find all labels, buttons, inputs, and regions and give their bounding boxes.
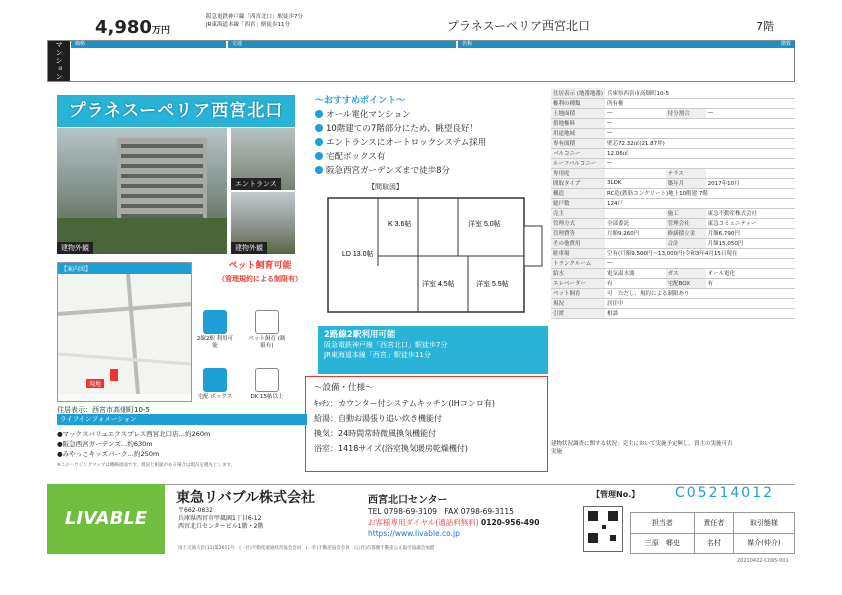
pet-icon xyxy=(255,310,279,334)
table-row: 引渡 相談 xyxy=(551,308,795,318)
table-row: ルーフバルコニー ― xyxy=(551,158,795,168)
floor: 7階 xyxy=(756,20,774,33)
room-kitchen: K 3.6帖 xyxy=(388,221,412,228)
table-row: 専有面積 壁芯72.32㎡(21.87坪) xyxy=(551,138,795,148)
company-name: 東急リバブル株式会社 xyxy=(176,490,316,506)
website-link[interactable]: https://www.livable.co.jp xyxy=(368,529,460,538)
guide-map xyxy=(57,262,192,402)
property-type-tag: マンション xyxy=(48,41,70,81)
exterior-photo-1 xyxy=(57,128,227,254)
map-illustration xyxy=(58,274,191,394)
table-row: ペット飼育 可 ただし、規約による制限あり xyxy=(551,288,795,298)
table-row: 住居表示 (地番地番) 兵庫県西宮市高畑町10-5 xyxy=(551,88,795,98)
station-title: 2路線2駅利用可能 xyxy=(324,330,396,340)
points-heading: ～おすすめポイント～ xyxy=(315,96,406,106)
building-name: プラネスーペリア西宮北口 xyxy=(447,19,591,33)
table-row: 総戸数 124戸 xyxy=(551,198,795,208)
entrance-photo xyxy=(231,128,295,190)
station-box xyxy=(318,326,548,374)
table-row: 給水 電気温水器 ガス オール電化 xyxy=(551,268,795,278)
table-row: トランクルーム ― xyxy=(551,258,795,268)
name-header: 名称 xyxy=(458,41,795,48)
table-row: 管理費等 月額9,260円 修繕積立金 月額6,790円 xyxy=(551,228,795,238)
table-row: 現況 居住中 xyxy=(551,298,795,308)
room-55: 洋室 5.5帖 xyxy=(476,281,509,288)
company-address: 〒662-0832 兵庫県西宮市甲風園1丁目6-12 西宮北口センタービル1階・2階 xyxy=(178,507,264,530)
station-line: 阪急電鉄神戸線「西宮北口」駅徒歩7分 xyxy=(324,341,448,349)
info-item: ●みやっこキッズパーク…約250m xyxy=(57,450,160,458)
table-row: 用途地域 ― xyxy=(551,128,795,138)
header xyxy=(47,40,795,82)
doc-code: 20210422-C095-001 xyxy=(737,558,789,564)
plan-title: 【間取図】 xyxy=(368,183,403,191)
building-illustration xyxy=(57,128,227,254)
licence-info: 国土交通大臣(11)第2611号 (一社)不動産流通経営協会会員 (一社)不動産協会会員 (公社)首都圏不動産公正取引協議会加盟 xyxy=(178,546,435,551)
table-row: 借地権料 ― xyxy=(551,118,795,128)
feature-icons xyxy=(196,310,313,420)
table-row: 土地面積 ― 持分割合 ― xyxy=(551,108,795,118)
site-label: 現地 xyxy=(86,379,104,388)
access-header: 交通 xyxy=(228,41,456,48)
table-row: その他費用 合計 月額15,050円 xyxy=(551,238,795,248)
livable-logo: LIVABLE xyxy=(47,484,165,554)
price-header: 価格 xyxy=(71,41,226,48)
info-heading: ライフインフォメーション xyxy=(57,414,307,425)
point-item: 10階建ての7階部分にため、眺望良好！ xyxy=(315,122,486,136)
point-item: 宅配ボックス有 xyxy=(315,150,486,164)
point-item: オール電化マンション xyxy=(315,108,486,122)
table-note: 建物状況調査に関する状況：売主において実施予定無し。買主の実施可否 実施 xyxy=(551,441,733,455)
photo-label: 建物外観 xyxy=(231,242,267,254)
icon-label: ペット飼育 (制限有) xyxy=(248,336,286,349)
icon-label: 宅配 ボックス xyxy=(197,394,233,400)
map-note: ※このハウジングマップは概略図面です。現況と相違がある場合は現況を優先とします。 xyxy=(57,463,236,468)
contact: TEL 0798-69-3109 FAX 0798-69-3115 お客様専用ダイヤル(通話料無料) 0120-956-490 https://www.livable.co.jp xyxy=(368,507,540,538)
qr-code-icon xyxy=(583,506,623,552)
room-west: 洋室 5.0帖 xyxy=(468,221,501,228)
equipment-item: 給湯：自動お湯張り追い炊き機能付 xyxy=(314,414,442,423)
title-band: プラネスーペリア西宮北口 xyxy=(57,95,295,127)
point-item: 阪急西宮ガーデンズまで徒歩8分 xyxy=(315,164,486,178)
floor-header: 階数 xyxy=(748,41,795,48)
table-row: 駐車場 空有(月額9,500円～13,000円)令和3年4月15日現在 xyxy=(551,248,795,258)
pet-notice: ペット飼育可能 （管理規約による制限有） xyxy=(218,261,302,283)
icon-label: DK 15帖以上 xyxy=(250,394,284,400)
photo-label: 建物外観 xyxy=(57,242,93,254)
table-row: 間取タイプ 3LDK 築年月 2017年10月 xyxy=(551,178,795,188)
equipment-box xyxy=(305,376,548,472)
floor-plan xyxy=(318,196,546,316)
equipment-item: ｷｯﾁﾝ：カウンター付システムキッチン(IHコンロ有) xyxy=(314,399,495,408)
info-item: ●阪急西宮ガーデンズ…約630m xyxy=(57,440,153,448)
access: 阪急電鉄神戸線「西宮北口」駅徒歩7分 JR東海道本線「西宮」駅徒歩11分 xyxy=(206,14,304,28)
address: 住居表示：西宮市高畑町10-5 xyxy=(57,406,150,414)
table-row: 専用庭 テラス xyxy=(551,168,795,178)
point-item: エントランスにオートロックシステム採用 xyxy=(315,136,486,150)
mgmt-label: 【管理No.】 xyxy=(592,490,640,499)
table-row: 管理方式 全部委託 管理会社 東急コミュニティー xyxy=(551,218,795,228)
mgmt-number: C05214012 xyxy=(675,485,775,501)
icon-label: 2線2駅 利用可能 xyxy=(196,336,234,349)
exterior-photo-2 xyxy=(231,192,295,254)
equipment-heading: ～設備・仕様～ xyxy=(314,383,374,393)
room-ld: LD 13.0帖 xyxy=(342,251,374,258)
recommend-points xyxy=(315,94,486,178)
photo-label: エントランス xyxy=(231,178,281,190)
train-icon xyxy=(203,310,227,334)
dk-icon xyxy=(255,368,279,392)
property-table xyxy=(551,88,795,319)
delivery-box-icon xyxy=(203,368,227,392)
staff-table: 担当者 責任者 取引態様 三原 郷史 名村 媒介(仲介) xyxy=(630,512,795,554)
table-row: 売主 施工 東急不動産株式会社 xyxy=(551,208,795,218)
equipment-item: 浴室：1418サイズ(浴室換気暖房乾燥機付) xyxy=(314,444,468,453)
table-row: 権利の種類 所有権 xyxy=(551,98,795,108)
branch-name: 西宮北口センター xyxy=(368,495,448,506)
table-row: エレベーター 有 宅配BOX 有 xyxy=(551,278,795,288)
room-45: 洋室 4.5帖 xyxy=(422,281,455,288)
info-item: ●マックスバリュエクスプレス西宮北口店…約260m xyxy=(57,430,211,438)
map-title: 【案内図】 xyxy=(58,263,191,274)
table-row: バルコニー 12.06㎡ xyxy=(551,148,795,158)
life-info xyxy=(57,429,210,459)
table-row: 構造 RC造(鉄筋コンクリート)地上10階建 7階 xyxy=(551,188,795,198)
price: 4,980万円 xyxy=(95,17,170,38)
equipment-item: 換気：24時間常時微風換気機能付 xyxy=(314,429,437,438)
station-line: JR東海道本線「西宮」駅徒歩11分 xyxy=(324,351,431,359)
